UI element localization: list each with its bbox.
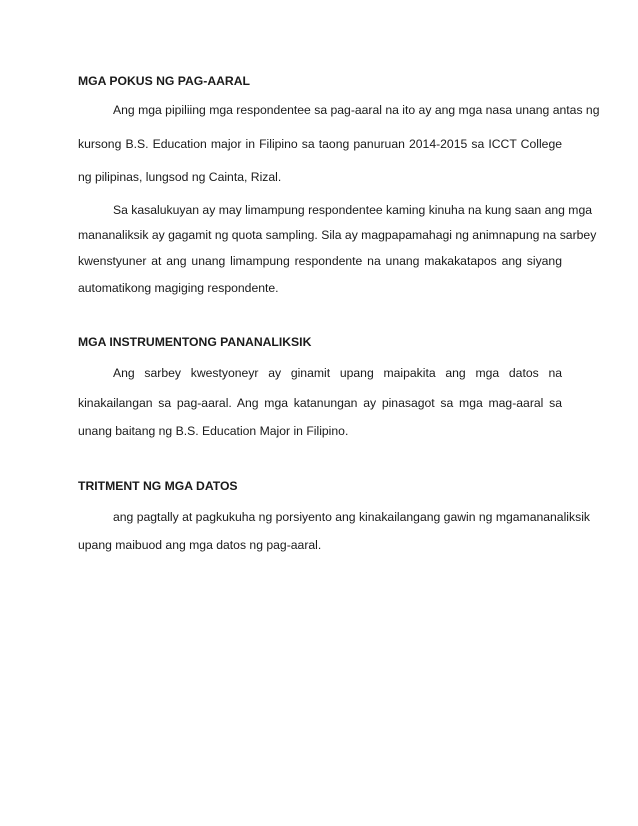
paragraph-line: ang pagtally at pagkukuha ng porsiyento ang kinakailangang gawin ng mgamananaliksik bbox=[113, 510, 590, 524]
paragraph-line: Sa kasalukuyan ay may limampung respondentee kaming kinuha na kung saan ang mga bbox=[113, 203, 592, 217]
paragraph-line: unang baitang ng B.S. Education Major in Filipino. bbox=[78, 424, 349, 438]
section-heading-pokus: MGA POKUS NG PAG-AARAL bbox=[78, 74, 250, 88]
paragraph-line: ng pilipinas, lungsod ng Cainta, Rizal. bbox=[78, 170, 282, 184]
paragraph-line: kwenstyuner at ang unang limampung respondente na unang makakatapos ang siyang bbox=[78, 254, 562, 268]
paragraph-line: kursong B.S. Education major in Filipino sa taong panuruan 2014-2015 sa ICCT College bbox=[78, 137, 562, 151]
paragraph-line: Ang sarbey kwestyoneyr ay ginamit upang maipakita ang mga datos na bbox=[113, 366, 562, 380]
paragraph-line: automatikong magiging respondente. bbox=[78, 281, 279, 295]
paragraph-line: mananaliksik ay gagamit ng quota sampling. Sila ay magpapamahagi ng animnapung na sarbey bbox=[78, 228, 597, 242]
paragraph-line: Ang mga pipiliing mga respondentee sa pag-aaral na ito ay ang mga nasa unang antas ng bbox=[113, 103, 600, 117]
section-heading-tritment: TRITMENT NG MGA DATOS bbox=[78, 479, 238, 493]
paragraph-line: kinakailangan sa pag-aaral. Ang mga katanungan ay pinasagot sa mga mag-aaral sa bbox=[78, 396, 562, 410]
paragraph-line: upang maibuod ang mga datos ng pag-aaral. bbox=[78, 538, 322, 552]
section-heading-instrumento: MGA INSTRUMENTONG PANANALIKSIK bbox=[78, 335, 312, 349]
